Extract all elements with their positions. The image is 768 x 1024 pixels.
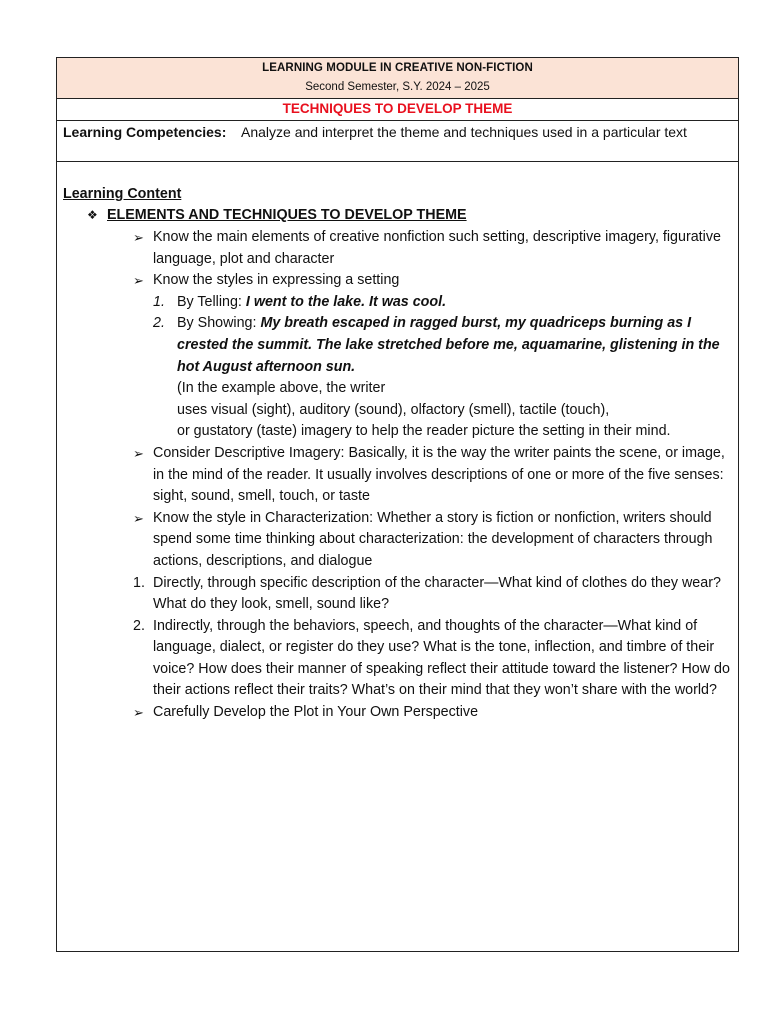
item-text: Directly, through specific description of the character—What kind of clothes do they wear? What do they look, smell, sound like? bbox=[153, 574, 721, 613]
sub-example: My breath escaped in ragged burst, my quadriceps burning as I crested the summit. The lake stretched before me, aquamarine, glistening in the hot August afternoon sun. bbox=[177, 315, 720, 375]
list-item bbox=[133, 702, 733, 724]
sub-number: 1. bbox=[153, 293, 165, 310]
list-item bbox=[133, 270, 733, 292]
diamond-bullet-icon: ❖ bbox=[87, 208, 98, 222]
arrow-bullet-icon: ➢ bbox=[133, 273, 144, 289]
list-item bbox=[133, 508, 733, 573]
learning-content-heading: Learning Content bbox=[63, 186, 182, 202]
sub-lead: By Telling: bbox=[177, 293, 246, 310]
item-text: Consider Descriptive Imagery: Basically, it is the way the writer paints the scene, or image, in the mind of the reader. It usually involves descriptions of one or more of the five senses: sight, sound, smell, touch, or taste bbox=[153, 444, 725, 505]
item-text: Indirectly, through the behaviors, speech, and thoughts of the character—What kind of language, dialect, or register do they use? What is the tone, inflection, and timbre of their voice? How does their manner of speaking reflect their attitude toward the listener? How do their actions reflect their traits? What’s on their mind that they won’t share with the world? bbox=[153, 617, 730, 699]
list-item bbox=[133, 443, 733, 508]
module-header bbox=[57, 58, 738, 99]
sub-lead: By Showing: bbox=[177, 315, 261, 332]
section-title: ELEMENTS AND TECHNIQUES TO DEVELOP THEME bbox=[107, 207, 467, 223]
numbered-item bbox=[133, 573, 733, 616]
learning-content bbox=[57, 162, 738, 951]
example-note-3: or gustatory (taste) imagery to help the reader picture the setting in their mind. bbox=[177, 423, 671, 440]
item-text: Carefully Develop the Plot in Your Own Perspective bbox=[153, 704, 479, 721]
arrow-bullet-icon: ➢ bbox=[133, 230, 144, 245]
example-note-1: (In the example above, the writer bbox=[177, 380, 386, 397]
semester-line: Second Semester, S.Y. 2024 – 2025 bbox=[305, 81, 490, 93]
module-title: LEARNING MODULE IN CREATIVE NON-FICTION bbox=[262, 62, 533, 74]
competencies-label: Learning Competencies: bbox=[63, 124, 227, 140]
item-number: 1. bbox=[133, 574, 145, 591]
lesson-title: TECHNIQUES TO DEVELOP THEME bbox=[57, 99, 738, 121]
item-text: Know the style in Characterization: Whether a story is fiction or nonfiction, writers should spend some time thinking about characterization: the development of characters through actions, descriptions, and dialogue bbox=[153, 509, 713, 569]
arrow-bullet-icon: ➢ bbox=[133, 510, 144, 526]
module-page bbox=[56, 57, 739, 952]
sub-number: 2. bbox=[153, 315, 165, 332]
numbered-item bbox=[133, 616, 733, 702]
competencies-row bbox=[57, 121, 738, 162]
arrow-bullet-icon: ➢ bbox=[133, 705, 144, 721]
item-text: Know the styles in expressing a setting bbox=[153, 272, 400, 289]
section-heading bbox=[87, 205, 467, 227]
item-number: 2. bbox=[133, 617, 145, 634]
content-list bbox=[133, 227, 733, 724]
arrow-bullet-icon: ➢ bbox=[133, 445, 144, 461]
sub-example: I went to the lake. It was cool. bbox=[245, 293, 447, 310]
example-note-2: uses visual (sight), auditory (sound), olfactory (smell), tactile (touch), bbox=[177, 401, 610, 418]
sub-item-showing bbox=[133, 313, 733, 378]
sub-item-telling bbox=[133, 292, 733, 314]
competencies-text: Analyze and interpret the theme and techniques used in a particular text bbox=[241, 124, 687, 140]
list-item bbox=[133, 227, 733, 270]
item-text: Know the main elements of creative nonfiction such setting, descriptive imagery, figurative language, plot and character bbox=[153, 229, 721, 267]
